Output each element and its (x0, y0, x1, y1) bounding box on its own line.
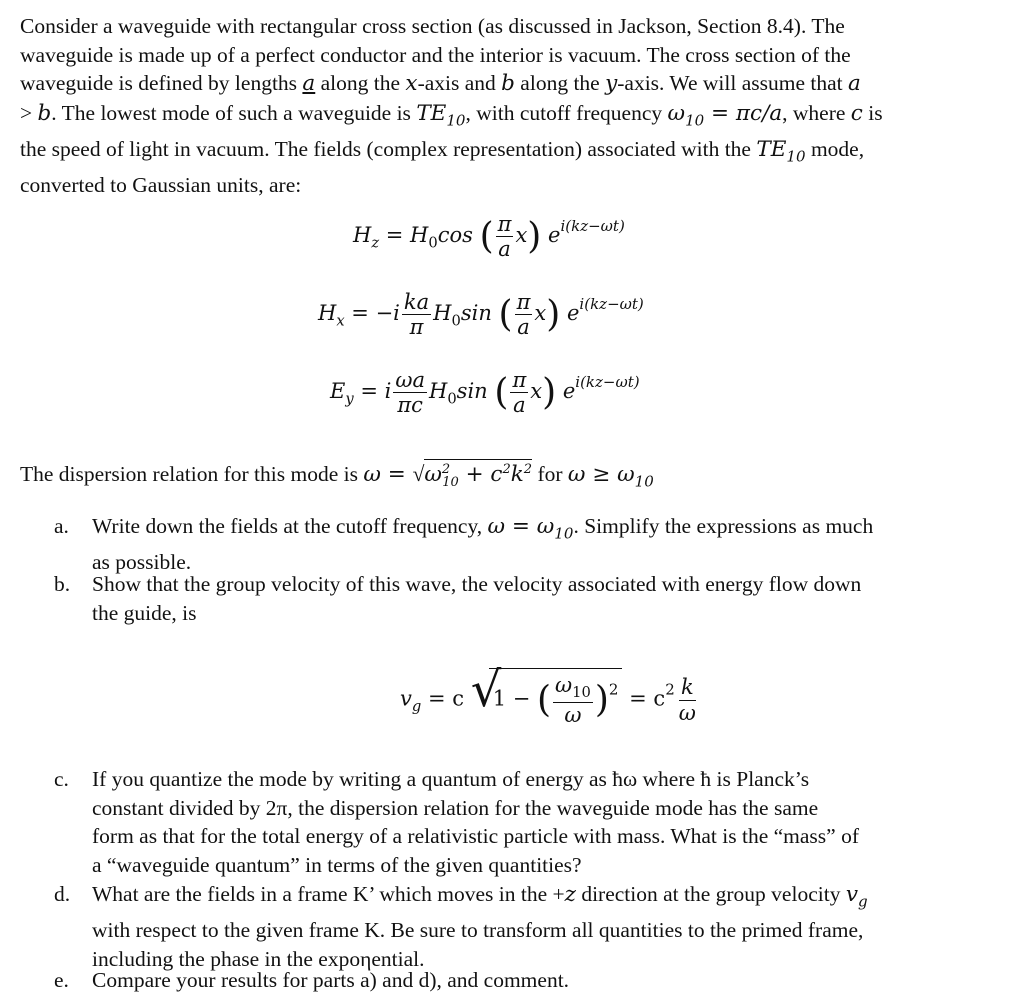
equation-group-velocity: $v_g = c$ √ 1 − ( $\frac{\omega_{10}}{\omega}$ )$^2 = c^2$ $\frac{k}{\omega}$ (400, 662, 696, 728)
intro-paragraph (20, 12, 1010, 200)
intro-line-4: > b. The lowest mode of such a waveguide is $TE_{10}$, with cutoff frequency $\omega_{10} = \pi c/a$, where c is (20, 101, 883, 130)
question-d: d. What are the fields in a frame K’ which moves in the +z direction at the group velocity $v_g$ with respect to the given frame K. Be sure to transform all quantities to the primed frame, including the phase in the expoηential. (54, 882, 868, 971)
equation-ey: $E_y = i$ $\frac{\omega a}{\pi c}$ $H_0\sin$ ( $\frac{\pi}{a}$ x) $e^{i(kz-\omega t)}$ (330, 368, 640, 418)
question-a: a. Write down the fields at the cutoff frequency, $\omega = \omega_{10}$. Simplify the expressions as much as possible. (54, 514, 874, 574)
equation-hz: $H_z = H_0\cos$ ( $\frac{\pi}{a}$ x) $e^{i(kz-\omega t)}$ (353, 212, 625, 262)
equation-hx: $H_x = -i$ $\frac{ka}{\pi}$ $H_0\sin$ ( $\frac{\pi}{a}$ x) $e^{i(kz-\omega t)}$ (318, 290, 644, 340)
intro-line-1: Consider a waveguide with rectangular cross section (as discussed in Jackson, Section 8.4). The (20, 14, 845, 38)
intro-line-3: waveguide is defined by lengths a along the x-axis and b along the y-axis. We will assume that a (20, 71, 861, 97)
dispersion-relation: The dispersion relation for this mode is $\omega = √\omega^2_{10} + c^2k^2$ for $\omega \ge \omega_{10}$ (20, 456, 1010, 498)
question-b: b. Show that the group velocity of this wave, the velocity associated with energy flow down the guide, is (54, 572, 862, 625)
intro-line-5: the speed of light in vacuum. The fields (complex representation) associated with the $TE_{10}$ mode, (20, 137, 865, 166)
question-e: e. Compare your results for parts a) and d), and comment. (54, 966, 994, 995)
intro-line-6: converted to Gaussian units, are: (20, 173, 302, 198)
question-b-label: b. (54, 572, 71, 596)
question-e-label: e. (54, 968, 69, 992)
question-c: c. If you quantize the mode by writing a quantum of energy as ħω where ħ is Planck’s constant divided by 2π, the dispersion relation for the waveguide mode has the same form as that for the total energy of a relativistic particle with mass. What is the “mass” of a “waveguide quantum” in terms of the given quantities? (54, 767, 859, 878)
intro-line-2: waveguide is made up of a perfect conductor and the interior is vacuum. The cross section of the (20, 42, 851, 67)
question-c-label: c. (54, 767, 69, 791)
question-d-label: d. (54, 882, 71, 906)
question-a-label: a. (54, 514, 69, 538)
